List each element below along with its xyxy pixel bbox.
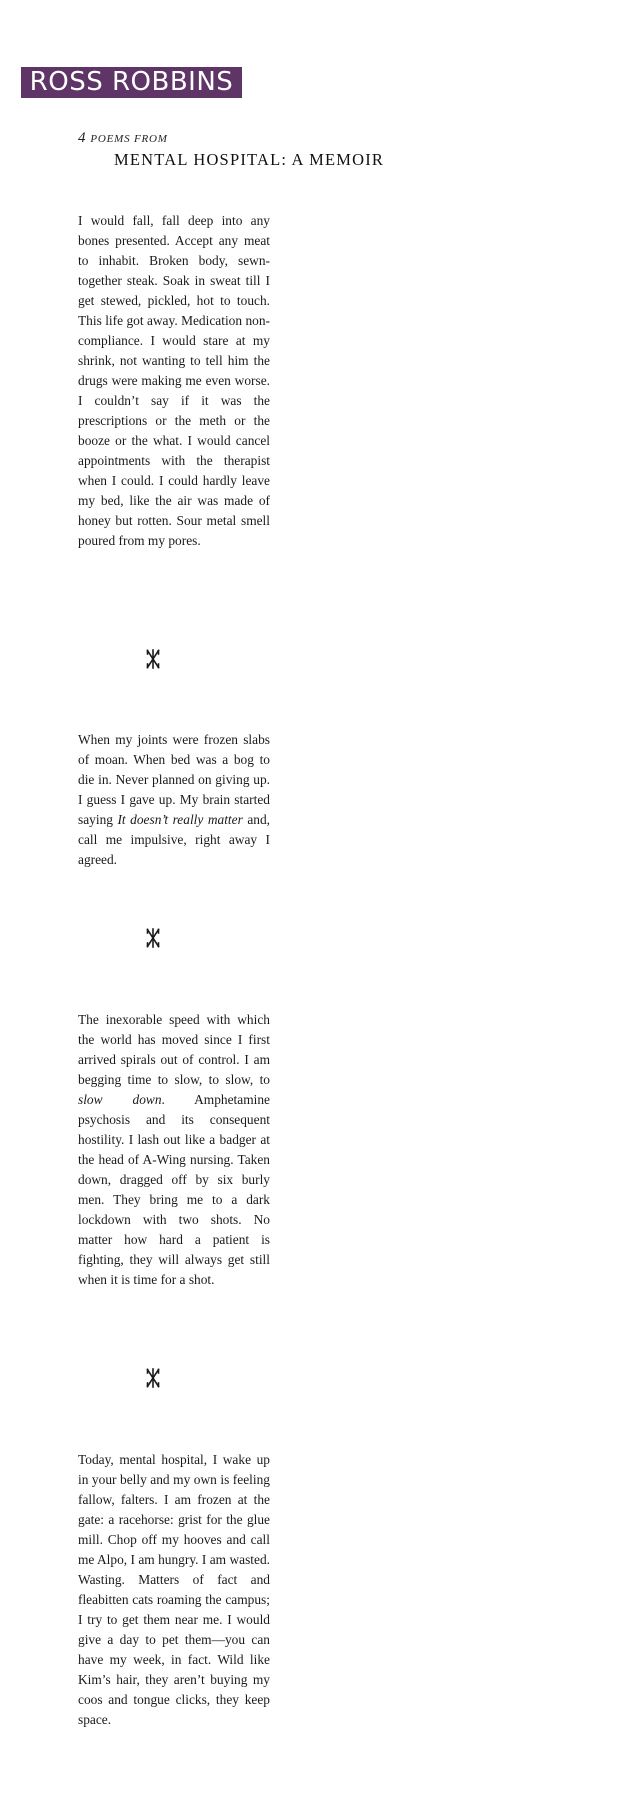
poem-count-kicker <box>78 130 168 147</box>
poem-4: Today, mental hospital, I wake up in your belly and my own is feeling fallow, falters. I am frozen at the gate: a racehorse: grist for the glue mill. Chop off my hooves and call me Alpo, I am hungry. I am wasted. Wasting. Matters of fact and fleabitten cats roaming the campus; I try to get them near me. I would give a day to pet them—you can have my week, in fact. Wild like Kim’s hair, they aren’t buying my coos and tongue clicks, they keep space. <box>78 1452 270 1727</box>
poem-3-italic: slow down <box>78 1092 162 1107</box>
poem-1: I would fall, fall deep into any bones presented. Accept any meat to inhabit. Broken body, sewn-together steak. Soak in sweat till I get stewed, pickled, hot to touch. This life got away. Medication non-compliance. I would stare at my shrink, not wanting to tell him the drugs were making me even worse. I couldn’t say if it was the prescriptions or the meth or the booze or the what. I would cancel appointments with the therapist when I could. I could hardly leave my bed, like the air was made of honey but rotten. Sour metal smell poured from my pores. <box>78 213 270 548</box>
poem-2-italic: It doesn’t really matter <box>117 812 243 827</box>
poem-2 <box>78 730 270 870</box>
section-break-icon <box>146 649 160 669</box>
poem-3 <box>78 1010 270 1290</box>
poem-3-text-b: . Amphetamine psychosis and its consequent hostility. I lash out like a badger at the head of A-Wing nursing. Taken down, dragged off by six burly men. They bring me to a dark lockdown with two shots. No matter how hard a patient is fighting, they will always get still when it is time for a shot. <box>78 1092 270 1287</box>
poem-count: 4 <box>78 130 87 146</box>
poem-2-text-a: When my joints were frozen slabs of moan. When bed was a bog to die in. Never planned on giving up. I guess I gave up. My brain started saying <box>78 732 270 827</box>
poem-3-text-a: The inexorable speed with which the world has moved since I first arrived spirals out of control. I am begging time to slow, to slow, to <box>78 1012 270 1087</box>
kicker-text: POEMS FROM <box>90 133 168 145</box>
section-break-icon <box>146 1368 160 1388</box>
collection-title: MENTAL HOSPITAL: A MEMOIR <box>114 150 385 169</box>
author-name-banner: ROSS ROBBINS <box>21 67 242 98</box>
section-break-icon <box>146 928 160 948</box>
poem-2-text-b: and, call me impulsive, right away I agreed. <box>78 812 271 867</box>
